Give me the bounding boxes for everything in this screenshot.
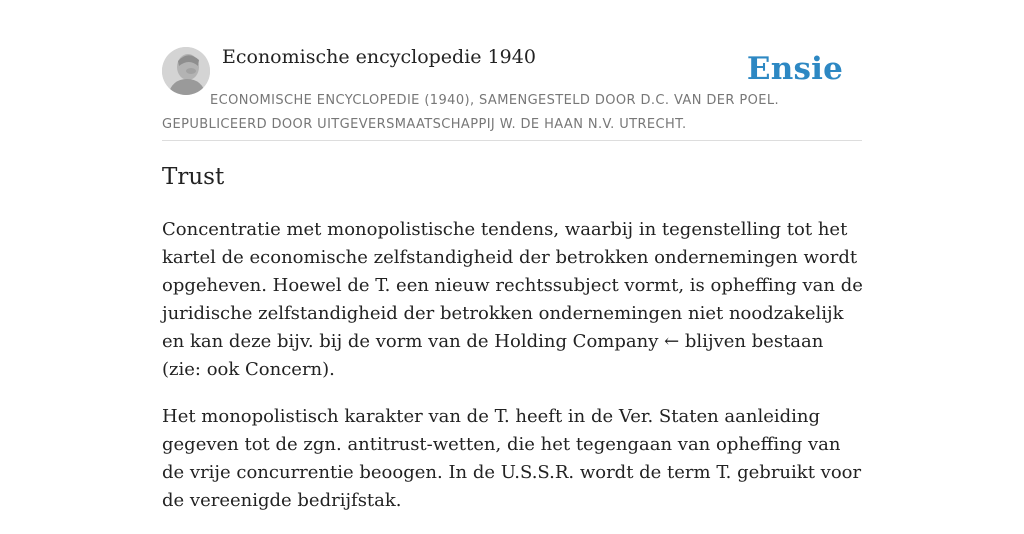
source-avatar[interactable] bbox=[162, 47, 210, 95]
entry-paragraph: Het monopolistisch karakter van de T. heeft in de Ver. Staten aanleiding gegeven tot de zgn. antitrust-wetten, die het tegengaan van opheffing van de vrije concurrentie beoogen. In de U.S.S.R. wordt de term T. gebruikt voor de vereenigde bedrijfstak. bbox=[162, 406, 862, 511]
entry-paragraph: Concentratie met monopolistische tendens, waarbij in tegenstelling tot het kartel de economische zelfstandigheid der betrokken ondernemingen wordt opgeheven. Hoewel de T. een nieuw rechtssubject vormt, is opheffing van de juridische zelfstandigheid der betrokken ondernemingen niet noodzakelijk en kan deze bijv. bij de vorm van de Holding Company ← blijven bestaan (zie: ook Concern). bbox=[162, 219, 863, 380]
brand-logo[interactable]: Ensie bbox=[746, 51, 843, 87]
entry-title: Trust bbox=[162, 164, 225, 190]
portrait-icon bbox=[162, 47, 210, 95]
source-header bbox=[162, 0, 862, 141]
source-description: ECONOMISCHE ENCYCLOPEDIE (1940), SAMENGESTELD DOOR D.C. VAN DER POEL. GEPUBLICEERD DOOR UITGEVERSMAATSCHAPPIJ W. DE HAAN N.V. UTRECHT. bbox=[162, 93, 780, 132]
page bbox=[162, 0, 863, 511]
source-title[interactable]: Economische encyclopedie 1940 bbox=[222, 46, 536, 68]
entry-body bbox=[162, 216, 864, 534]
